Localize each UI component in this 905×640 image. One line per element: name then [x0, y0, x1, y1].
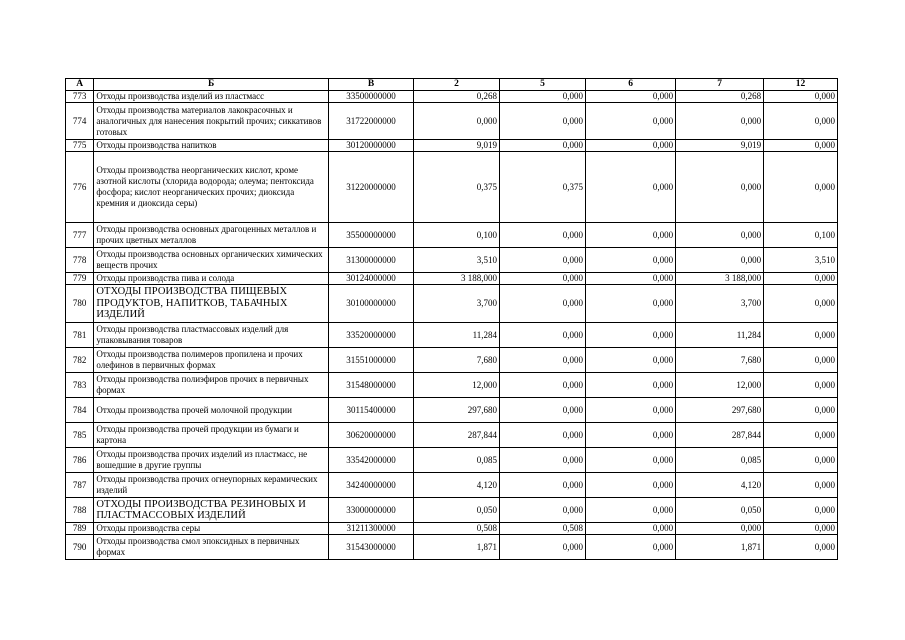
value-col-12: 0,000 [764, 152, 838, 223]
col-header-5: 5 [500, 79, 586, 91]
value-col-12: 3,510 [764, 248, 838, 273]
table-row [66, 223, 838, 248]
value-col-12: 0,000 [764, 103, 838, 140]
table-row [66, 140, 838, 152]
value-col-6: 0,000 [586, 423, 676, 448]
row-number: 787 [66, 473, 94, 498]
col-header-2: 2 [414, 79, 500, 91]
value-col-6: 0,000 [586, 348, 676, 373]
waste-code: 30115400000 [329, 398, 414, 423]
table-row [66, 398, 838, 423]
value-col-2: 0,268 [414, 91, 500, 103]
value-col-12: 0,000 [764, 91, 838, 103]
value-col-6: 0,000 [586, 535, 676, 560]
table-row [66, 248, 838, 273]
value-col-5: 0,000 [500, 448, 586, 473]
value-col-6: 0,000 [586, 140, 676, 152]
waste-name: Отходы производства материалов лакокрасочных и аналогичных для нанесения покрытий прочих; сиккативов готовых [94, 103, 329, 140]
table-row [66, 498, 838, 523]
waste-code: 31220000000 [329, 152, 414, 223]
value-col-6: 0,000 [586, 473, 676, 498]
value-col-2: 3,700 [414, 285, 500, 323]
value-col-5: 0,000 [500, 398, 586, 423]
value-col-5: 0,508 [500, 523, 586, 535]
value-col-6: 0,000 [586, 103, 676, 140]
waste-name: Отходы производства изделий из пластмасс [94, 91, 329, 103]
value-col-7: 12,000 [676, 373, 764, 398]
waste-name: Отходы производства пластмассовых изделий для упаковывания товаров [94, 323, 329, 348]
row-number: 786 [66, 448, 94, 473]
value-col-7: 297,680 [676, 398, 764, 423]
table-row [66, 535, 838, 560]
waste-code: 30100000000 [329, 285, 414, 323]
waste-name: Отходы производства серы [94, 523, 329, 535]
waste-code: 31211300000 [329, 523, 414, 535]
value-col-7: 11,284 [676, 323, 764, 348]
value-col-7: 3 188,000 [676, 273, 764, 285]
value-col-12: 0,000 [764, 423, 838, 448]
waste-code: 30124000000 [329, 273, 414, 285]
waste-name: Отходы производства полиэфиров прочих в первичных формах [94, 373, 329, 398]
row-number: 773 [66, 91, 94, 103]
value-col-12: 0,000 [764, 348, 838, 373]
value-col-12: 0,000 [764, 498, 838, 523]
table-row [66, 152, 838, 223]
value-col-2: 7,680 [414, 348, 500, 373]
waste-code: 31722000000 [329, 103, 414, 140]
value-col-5: 0,000 [500, 285, 586, 323]
value-col-7: 7,680 [676, 348, 764, 373]
value-col-12: 0,000 [764, 523, 838, 535]
waste-code: 34240000000 [329, 473, 414, 498]
value-col-6: 0,000 [586, 523, 676, 535]
row-number: 788 [66, 498, 94, 523]
value-col-7: 1,871 [676, 535, 764, 560]
value-col-2: 0,000 [414, 103, 500, 140]
value-col-7: 4,120 [676, 473, 764, 498]
value-col-5: 0,000 [500, 91, 586, 103]
table-row [66, 448, 838, 473]
table-row [66, 523, 838, 535]
value-col-7: 0,000 [676, 523, 764, 535]
value-col-5: 0,000 [500, 273, 586, 285]
row-number: 790 [66, 535, 94, 560]
value-col-7: 0,268 [676, 91, 764, 103]
row-number: 783 [66, 373, 94, 398]
value-col-5: 0,000 [500, 498, 586, 523]
value-col-2: 4,120 [414, 473, 500, 498]
waste-code: 31551000000 [329, 348, 414, 373]
value-col-12: 0,000 [764, 285, 838, 323]
value-col-5: 0,000 [500, 223, 586, 248]
value-col-2: 0,375 [414, 152, 500, 223]
value-col-2: 0,085 [414, 448, 500, 473]
value-col-2: 12,000 [414, 373, 500, 398]
value-col-6: 0,000 [586, 273, 676, 285]
table-row [66, 323, 838, 348]
value-col-12: 0,000 [764, 398, 838, 423]
waste-code: 35500000000 [329, 223, 414, 248]
value-col-6: 0,000 [586, 373, 676, 398]
row-number: 780 [66, 285, 94, 323]
waste-name: Отходы производства полимеров пропилена и прочих олефинов в первичных формах [94, 348, 329, 373]
value-col-7: 0,000 [676, 103, 764, 140]
value-col-5: 0,000 [500, 535, 586, 560]
col-header-7: 7 [676, 79, 764, 91]
waste-name: Отходы производства прочей молочной продукции [94, 398, 329, 423]
waste-name: Отходы производства неорганических кислот, кроме азотной кислоты (хлорида водорода; олеума; пентоксида фосфора; кислот неорганических прочих; диоксида кремния и диоксида серы) [94, 152, 329, 223]
col-header-b: Б [94, 79, 329, 91]
waste-name: Отходы производства основных органических химических веществ прочих [94, 248, 329, 273]
value-col-12: 0,000 [764, 448, 838, 473]
value-col-12: 0,100 [764, 223, 838, 248]
col-header-6: 6 [586, 79, 676, 91]
value-col-6: 0,000 [586, 323, 676, 348]
row-number: 781 [66, 323, 94, 348]
value-col-2: 9,019 [414, 140, 500, 152]
value-col-6: 0,000 [586, 223, 676, 248]
table-row [66, 348, 838, 373]
value-col-5: 0,000 [500, 103, 586, 140]
table-row [66, 373, 838, 398]
waste-name: Отходы производства прочих изделий из пластмасс, не вошедшие в другие группы [94, 448, 329, 473]
value-col-2: 0,100 [414, 223, 500, 248]
waste-code: 30120000000 [329, 140, 414, 152]
value-col-6: 0,000 [586, 398, 676, 423]
row-number: 789 [66, 523, 94, 535]
waste-code: 31543000000 [329, 535, 414, 560]
value-col-2: 11,284 [414, 323, 500, 348]
table-row [66, 91, 838, 103]
row-number: 785 [66, 423, 94, 448]
value-col-12: 0,000 [764, 535, 838, 560]
table-row [66, 423, 838, 448]
value-col-7: 0,085 [676, 448, 764, 473]
value-col-5: 0,000 [500, 248, 586, 273]
value-col-6: 0,000 [586, 152, 676, 223]
value-col-7: 0,000 [676, 223, 764, 248]
value-col-5: 0,000 [500, 323, 586, 348]
waste-name: ОТХОДЫ ПРОИЗВОДСТВА ПИЩЕВЫХ ПРОДУКТОВ, НАПИТКОВ, ТАБАЧНЫХ ИЗДЕЛИЙ [94, 285, 329, 323]
row-number: 775 [66, 140, 94, 152]
waste-name: Отходы производства прочих огнеупорных керамических изделий [94, 473, 329, 498]
row-number: 777 [66, 223, 94, 248]
row-number: 784 [66, 398, 94, 423]
waste-code: 33520000000 [329, 323, 414, 348]
value-col-2: 0,050 [414, 498, 500, 523]
value-col-7: 3,700 [676, 285, 764, 323]
waste-code: 33000000000 [329, 498, 414, 523]
value-col-5: 0,375 [500, 152, 586, 223]
value-col-6: 0,000 [586, 248, 676, 273]
value-col-7: 0,000 [676, 152, 764, 223]
table-row [66, 103, 838, 140]
value-col-6: 0,000 [586, 448, 676, 473]
table-row [66, 473, 838, 498]
value-col-6: 0,000 [586, 91, 676, 103]
table-row [66, 273, 838, 285]
waste-code: 30620000000 [329, 423, 414, 448]
waste-name: Отходы производства смол эпоксидных в первичных формах [94, 535, 329, 560]
waste-table [65, 78, 838, 560]
row-number: 778 [66, 248, 94, 273]
value-col-2: 3,510 [414, 248, 500, 273]
row-number: 782 [66, 348, 94, 373]
value-col-2: 1,871 [414, 535, 500, 560]
value-col-2: 297,680 [414, 398, 500, 423]
value-col-2: 3 188,000 [414, 273, 500, 285]
row-number: 776 [66, 152, 94, 223]
waste-code: 31548000000 [329, 373, 414, 398]
value-col-7: 9,019 [676, 140, 764, 152]
header-row [66, 79, 838, 91]
row-number: 779 [66, 273, 94, 285]
value-col-5: 0,000 [500, 140, 586, 152]
row-number: 774 [66, 103, 94, 140]
value-col-2: 287,844 [414, 423, 500, 448]
waste-name: Отходы производства напитков [94, 140, 329, 152]
col-header-12: 12 [764, 79, 838, 91]
value-col-12: 0,000 [764, 273, 838, 285]
value-col-7: 0,000 [676, 248, 764, 273]
value-col-5: 0,000 [500, 348, 586, 373]
value-col-7: 287,844 [676, 423, 764, 448]
waste-name: Отходы производства прочей продукции из бумаги и картона [94, 423, 329, 448]
waste-name: ОТХОДЫ ПРОИЗВОДСТВА РЕЗИНОВЫХ И ПЛАСТМАССОВЫХ ИЗДЕЛИЙ [94, 498, 329, 523]
table-row [66, 285, 838, 323]
col-header-v: В [329, 79, 414, 91]
waste-code: 33542000000 [329, 448, 414, 473]
value-col-5: 0,000 [500, 373, 586, 398]
value-col-12: 0,000 [764, 140, 838, 152]
value-col-5: 0,000 [500, 473, 586, 498]
value-col-7: 0,050 [676, 498, 764, 523]
value-col-12: 0,000 [764, 373, 838, 398]
waste-code: 33500000000 [329, 91, 414, 103]
value-col-6: 0,000 [586, 285, 676, 323]
waste-name: Отходы производства пива и солода [94, 273, 329, 285]
col-header-a: А [66, 79, 94, 91]
waste-code: 31300000000 [329, 248, 414, 273]
value-col-12: 0,000 [764, 323, 838, 348]
value-col-6: 0,000 [586, 498, 676, 523]
waste-name: Отходы производства основных драгоценных металлов и прочих цветных металлов [94, 223, 329, 248]
value-col-2: 0,508 [414, 523, 500, 535]
value-col-12: 0,000 [764, 473, 838, 498]
value-col-5: 0,000 [500, 423, 586, 448]
